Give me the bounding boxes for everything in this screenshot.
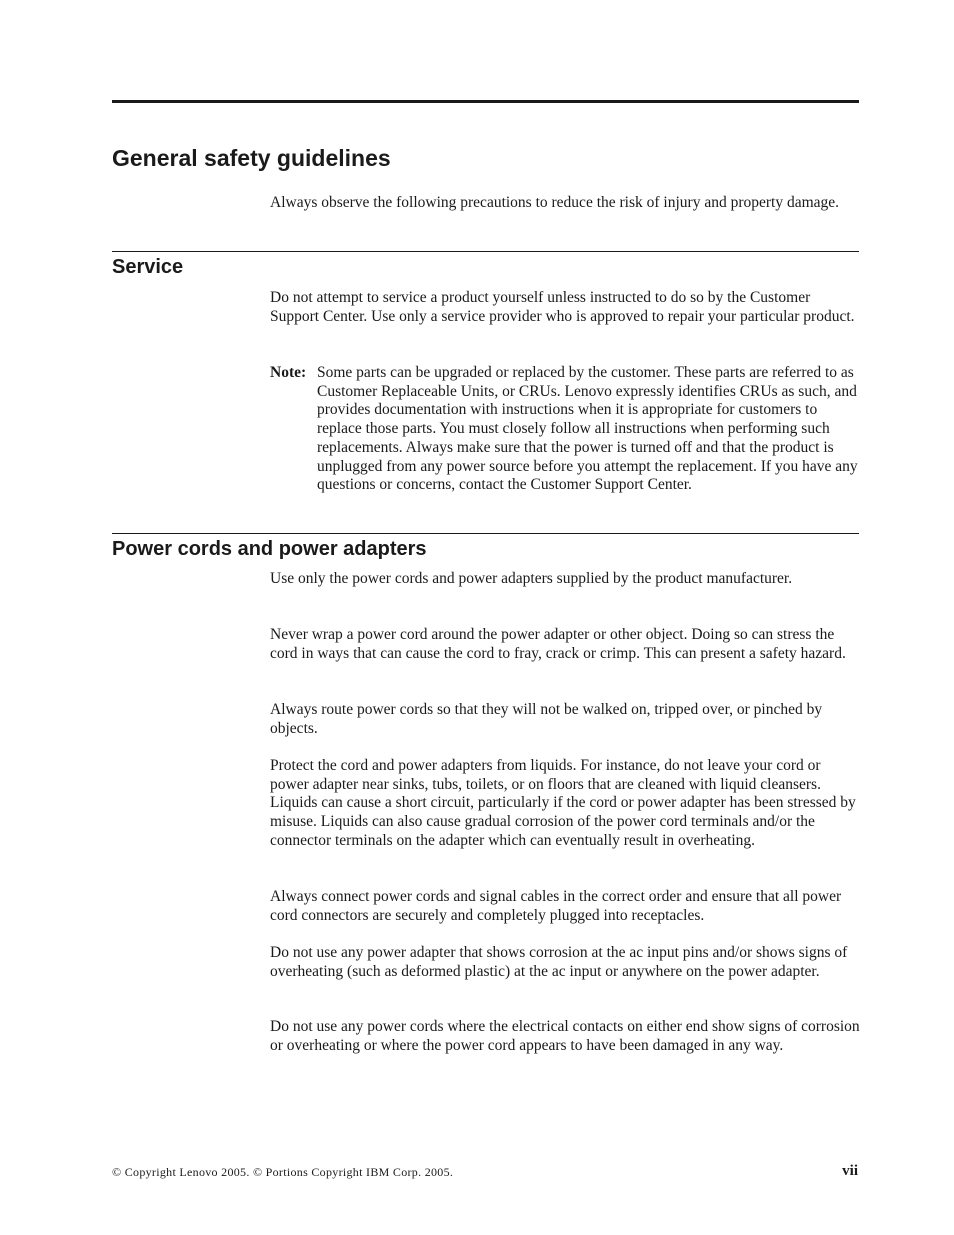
power-paragraph: Do not use any power adapter that shows corrosion at the ac input pins and/or shows signs of overheating (such as deformed plastic) at the ac input or anywhere on the power adapter. bbox=[270, 944, 848, 980]
footer-copyright: © Copyright Lenovo 2005. © Portions Copyright IBM Corp. 2005. bbox=[112, 1165, 454, 1179]
note-text: Some parts can be upgraded or replaced by the customer. These parts are referred to as Customer Replaceable Units, or CRUs. Lenovo expressly identifies CRUs as such, and provides documentation with instructions when it is appropriate for customers to replace those parts. You must closely follow all instructions when performing such replacements. Always make sure that the power is turned off and that the product is unplugged from any power source before you attempt the replacement. If you have any questions or concerns, contact the Customer Support Center. bbox=[317, 364, 858, 494]
section-heading-service: Service bbox=[112, 256, 184, 278]
intro-paragraph: Always observe the following precautions to reduce the risk of injury and property damage. bbox=[270, 194, 840, 211]
power-paragraph: Never wrap a power cord around the power adapter or other object. Doing so can stress the cord in ways that can cause the cord to fray, crack or crimp. This can present a safety hazard. bbox=[270, 626, 846, 662]
power-paragraph: Protect the cord and power adapters from liquids. For instance, do not leave your cord or power adapter near sinks, tubs, toilets, or on floors that are cleaned with liquid cleansers. Liquids can cause a short circuit, particularly if the cord or power adapter has been stressed by misuse. Liquids can also cause gradual corrosion of the power cord terminals and/or the connector terminals on the adapter which can eventually result in overheating. bbox=[270, 757, 856, 849]
power-paragraph: Always connect power cords and signal cables in the correct order and ensure that all power cord connectors are securely and completely plugged into receptacles. bbox=[270, 888, 842, 924]
power-paragraph: Do not use any power cords where the electrical contacts on either end show signs of corrosion or overheating or where the power cord appears to have been damaged in any way. bbox=[270, 1018, 860, 1054]
service-note bbox=[270, 364, 860, 495]
section-heading-power: Power cords and power adapters bbox=[112, 538, 427, 560]
power-paragraph: Always route power cords so that they will not be walked on, tripped over, or pinched by objects. bbox=[270, 701, 823, 737]
service-paragraph: Do not attempt to service a product yourself unless instructed to do so by the Customer Support Center. Use only a service provider who is approved to repair your particular product. bbox=[270, 289, 855, 325]
section-divider-power bbox=[112, 533, 859, 534]
top-rule bbox=[112, 100, 859, 103]
power-paragraph: Use only the power cords and power adapters supplied by the product manufacturer. bbox=[270, 570, 793, 587]
section-divider-service bbox=[112, 251, 859, 252]
page-title: General safety guidelines bbox=[112, 145, 391, 171]
page-number: vii bbox=[842, 1163, 858, 1179]
note-label: Note: bbox=[270, 364, 307, 381]
